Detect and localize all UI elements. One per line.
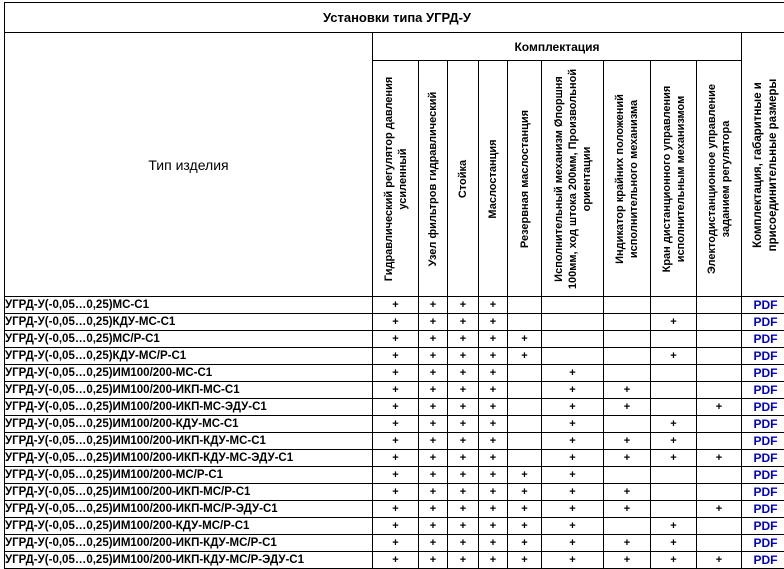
component-mark: + [479, 450, 508, 467]
component-mark: + [419, 552, 448, 569]
component-mark: + [604, 484, 651, 501]
component-mark: + [508, 552, 542, 569]
product-name: УГРД-У(-0,05…0,25)ИМ100/200-ИКП-МС-ЭДУ-С1 [5, 399, 373, 416]
component-mark: + [373, 399, 419, 416]
pdf-link[interactable]: PDF [742, 450, 784, 467]
component-column-label: Маслостанция [486, 66, 500, 291]
pdf-link[interactable]: PDF [742, 467, 784, 484]
component-mark [604, 314, 651, 331]
component-mark: + [542, 450, 604, 467]
component-mark: + [373, 552, 419, 569]
component-mark [508, 433, 542, 450]
type-column-header: Тип изделия [5, 33, 373, 297]
product-name: УГРД-У(-0,05…0,25)МС/Р-С1 [5, 331, 373, 348]
pdf-link[interactable]: PDF [742, 382, 784, 399]
component-mark [604, 297, 651, 314]
product-name: УГРД-У(-0,05…0,25)ИМ100/200-ИКП-МС/Р-С1 [5, 484, 373, 501]
component-mark: + [373, 433, 419, 450]
product-table [4, 2, 784, 569]
component-column-label: Узел фильтров гидравлический [426, 66, 440, 291]
component-mark: + [373, 501, 419, 518]
component-mark: + [697, 552, 742, 569]
component-column-label: Кран дистанционного управления исполнительным механизмом [660, 66, 688, 291]
component-mark: + [479, 518, 508, 535]
component-mark: + [419, 433, 448, 450]
table-row [5, 484, 784, 501]
component-mark: + [542, 433, 604, 450]
component-mark: + [448, 501, 479, 518]
component-mark: + [479, 297, 508, 314]
component-column-header [697, 61, 742, 297]
component-mark: + [419, 467, 448, 484]
component-mark [604, 331, 651, 348]
component-column-label: Индикатор крайних положений исполнительного механизма [613, 66, 641, 291]
product-name: УГРД-У(-0,05…0,25)КДУ-МС/Р-С1 [5, 348, 373, 365]
component-mark: + [651, 433, 697, 450]
component-mark [604, 348, 651, 365]
component-mark: + [479, 552, 508, 569]
component-mark: + [419, 365, 448, 382]
component-mark: + [542, 467, 604, 484]
component-column-header [508, 61, 542, 297]
component-mark: + [479, 535, 508, 552]
pdf-link[interactable]: PDF [742, 314, 784, 331]
dimensions-header-text: Комплектация, габаритные и присоединительные размеры [751, 50, 781, 280]
component-mark [697, 297, 742, 314]
table-row [5, 450, 784, 467]
component-mark: + [604, 382, 651, 399]
component-column-label: Стойка [456, 66, 470, 291]
component-mark [697, 348, 742, 365]
product-name: УГРД-У(-0,05…0,25)ИМ100/200-ИКП-КДУ-МС/Р-С1 [5, 535, 373, 552]
component-mark: + [508, 467, 542, 484]
component-mark: + [373, 535, 419, 552]
component-mark [508, 382, 542, 399]
component-mark [697, 314, 742, 331]
table-row [5, 535, 784, 552]
component-mark [542, 348, 604, 365]
component-mark: + [419, 331, 448, 348]
component-mark: + [479, 416, 508, 433]
component-mark: + [651, 450, 697, 467]
component-column-header [373, 61, 419, 297]
component-mark: + [373, 297, 419, 314]
component-mark: + [419, 535, 448, 552]
product-name: УГРД-У(-0,05…0,25)ИМ100/200-ИКП-КДУ-МС-С1 [5, 433, 373, 450]
component-column-label: Электодистанционное управление заданием регулятора [705, 66, 733, 291]
dimensions-column-header [742, 33, 784, 297]
component-mark [604, 416, 651, 433]
component-mark: + [419, 416, 448, 433]
product-name: УГРД-У(-0,05…0,25)ИМ100/200-МС-С1 [5, 365, 373, 382]
table-row [5, 518, 784, 535]
component-mark: + [651, 518, 697, 535]
table-row [5, 314, 784, 331]
product-name: УГРД-У(-0,05…0,25)ИМ100/200-ИКП-КДУ-МС-ЭДУ-С1 [5, 450, 373, 467]
component-mark: + [419, 382, 448, 399]
component-mark: + [448, 348, 479, 365]
table-row [5, 467, 784, 484]
component-mark [651, 399, 697, 416]
component-mark: + [479, 501, 508, 518]
component-mark: + [479, 433, 508, 450]
product-name: УГРД-У(-0,05…0,25)ИМ100/200-КДУ-МС/Р-С1 [5, 518, 373, 535]
component-column-header [604, 61, 651, 297]
component-mark: + [373, 382, 419, 399]
component-mark [697, 433, 742, 450]
product-name: УГРД-У(-0,05…0,25)ИМ100/200-ИКП-МС/Р-ЭДУ-С1 [5, 501, 373, 518]
table-row [5, 382, 784, 399]
component-mark [651, 365, 697, 382]
table-row [5, 348, 784, 365]
product-name: УГРД-У(-0,05…0,25)ИМ100/200-ИКП-КДУ-МС/Р-ЭДУ-С1 [5, 552, 373, 569]
component-mark: + [479, 348, 508, 365]
pdf-link[interactable]: PDF [742, 348, 784, 365]
pdf-link[interactable]: PDF [742, 365, 784, 382]
component-mark: + [448, 416, 479, 433]
component-mark: + [604, 552, 651, 569]
component-mark: + [479, 365, 508, 382]
table-row [5, 331, 784, 348]
component-mark [542, 297, 604, 314]
pdf-link[interactable]: PDF [742, 399, 784, 416]
component-mark: + [479, 467, 508, 484]
component-column-label: Резервная маслостанция [518, 66, 532, 291]
component-mark [697, 416, 742, 433]
component-mark: + [508, 348, 542, 365]
component-mark: + [448, 382, 479, 399]
pdf-link[interactable]: PDF [742, 484, 784, 501]
component-mark: + [604, 433, 651, 450]
komplekt-header: Комплектация [373, 33, 742, 61]
component-mark [697, 467, 742, 484]
component-mark: + [479, 484, 508, 501]
component-mark: + [604, 535, 651, 552]
component-mark: + [373, 450, 419, 467]
component-mark: + [373, 484, 419, 501]
component-mark: + [373, 467, 419, 484]
product-name: УГРД-У(-0,05…0,25)ИМ100/200-КДУ-МС-С1 [5, 416, 373, 433]
component-mark [697, 331, 742, 348]
component-mark: + [697, 501, 742, 518]
component-mark: + [419, 450, 448, 467]
component-mark: + [448, 552, 479, 569]
component-mark: + [508, 518, 542, 535]
table-row [5, 433, 784, 450]
component-mark: + [419, 518, 448, 535]
component-mark: + [542, 535, 604, 552]
component-mark [604, 365, 651, 382]
component-mark: + [448, 331, 479, 348]
component-mark: + [373, 518, 419, 535]
component-column-header [448, 61, 479, 297]
component-mark: + [651, 552, 697, 569]
component-mark: + [651, 416, 697, 433]
component-mark [697, 382, 742, 399]
product-name: УГРД-У(-0,05…0,25)ИМ100/200-ИКП-МС-С1 [5, 382, 373, 399]
table-row [5, 501, 784, 518]
component-column-header [479, 61, 508, 297]
component-mark [604, 467, 651, 484]
component-column-label: Исполнительный механизм Øпоршня 100мм, ход штока 200мм, Произвольной ориентации [552, 66, 594, 291]
table-row [5, 399, 784, 416]
pdf-link[interactable]: PDF [742, 297, 784, 314]
pdf-link[interactable]: PDF [742, 552, 784, 569]
component-column-header [419, 61, 448, 297]
component-mark: + [419, 297, 448, 314]
table-row [5, 552, 784, 569]
component-mark: + [542, 484, 604, 501]
component-mark: + [448, 535, 479, 552]
component-mark [508, 416, 542, 433]
pdf-link[interactable]: PDF [742, 416, 784, 433]
product-name: УГРД-У(-0,05…0,25)ИМ100/200-МС/Р-С1 [5, 467, 373, 484]
component-mark: + [508, 501, 542, 518]
table-title: Установки типа УГРД-У [5, 3, 784, 33]
component-mark: + [373, 348, 419, 365]
component-column-label: Гидравлический регулятор давления усиленный [382, 66, 410, 291]
component-mark: + [448, 365, 479, 382]
pdf-link[interactable]: PDF [742, 433, 784, 450]
component-mark: + [651, 314, 697, 331]
component-mark: + [448, 433, 479, 450]
component-mark: + [448, 399, 479, 416]
component-mark [508, 314, 542, 331]
component-mark: + [419, 501, 448, 518]
component-mark: + [508, 331, 542, 348]
component-mark [697, 535, 742, 552]
component-mark: + [542, 501, 604, 518]
component-mark: + [448, 450, 479, 467]
component-mark: + [479, 331, 508, 348]
component-mark: + [419, 399, 448, 416]
component-mark: + [448, 314, 479, 331]
component-mark [508, 365, 542, 382]
component-column-header [651, 61, 697, 297]
component-mark: + [419, 314, 448, 331]
component-mark: + [542, 399, 604, 416]
component-mark [697, 518, 742, 535]
component-mark: + [604, 399, 651, 416]
component-mark: + [651, 348, 697, 365]
component-mark [651, 484, 697, 501]
component-mark: + [419, 348, 448, 365]
component-mark: + [508, 535, 542, 552]
component-mark: + [448, 297, 479, 314]
component-column-header [542, 61, 604, 297]
component-mark: + [697, 450, 742, 467]
component-mark [651, 382, 697, 399]
component-mark [697, 365, 742, 382]
component-mark [542, 331, 604, 348]
component-mark: + [479, 399, 508, 416]
product-name: УГРД-У(-0,05…0,25)КДУ-МС-С1 [5, 314, 373, 331]
component-mark: + [373, 365, 419, 382]
pdf-link[interactable]: PDF [742, 518, 784, 535]
pdf-link[interactable]: PDF [742, 501, 784, 518]
component-mark: + [373, 416, 419, 433]
component-mark: + [479, 382, 508, 399]
component-mark [651, 467, 697, 484]
component-mark: + [542, 552, 604, 569]
component-mark [651, 297, 697, 314]
component-mark: + [448, 484, 479, 501]
component-mark [508, 450, 542, 467]
component-mark: + [479, 314, 508, 331]
component-mark [651, 501, 697, 518]
component-mark: + [373, 331, 419, 348]
product-name: УГРД-У(-0,05…0,25)МС-С1 [5, 297, 373, 314]
component-mark: + [542, 416, 604, 433]
component-mark: + [697, 399, 742, 416]
component-mark: + [542, 365, 604, 382]
component-mark: + [604, 501, 651, 518]
pdf-link[interactable]: PDF [742, 535, 784, 552]
component-mark: + [651, 535, 697, 552]
component-mark [697, 484, 742, 501]
component-mark [604, 518, 651, 535]
pdf-link[interactable]: PDF [742, 331, 784, 348]
table-row [5, 297, 784, 314]
component-mark: + [448, 518, 479, 535]
component-mark: + [508, 484, 542, 501]
component-mark: + [448, 467, 479, 484]
component-mark [542, 314, 604, 331]
component-mark [508, 399, 542, 416]
component-mark: + [542, 382, 604, 399]
table-row [5, 416, 784, 433]
component-mark: + [419, 484, 448, 501]
component-mark: + [604, 450, 651, 467]
component-mark: + [542, 518, 604, 535]
component-mark [651, 331, 697, 348]
table-row [5, 365, 784, 382]
component-mark [508, 297, 542, 314]
component-mark: + [373, 314, 419, 331]
